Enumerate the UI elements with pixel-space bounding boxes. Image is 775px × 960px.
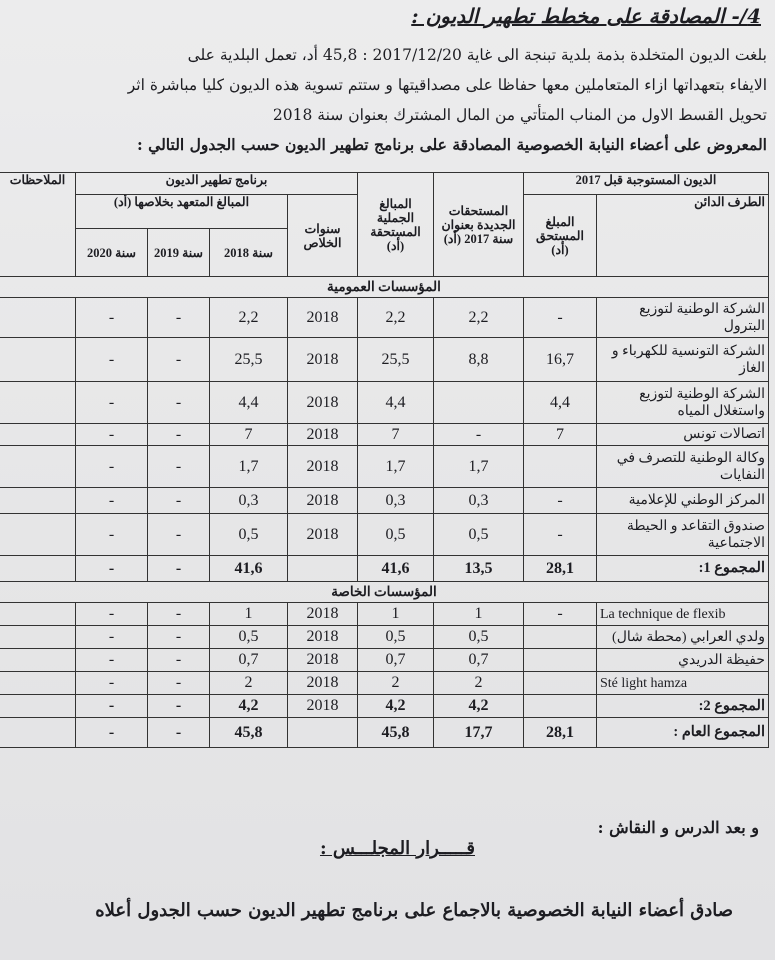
total-amount-cell: 2,2 <box>357 298 433 338</box>
remarks-cell <box>0 514 75 556</box>
new-dues-cell: 4,2 <box>433 695 523 718</box>
year-2020-cell: - <box>75 649 147 672</box>
year-2018-cell: 2 <box>209 672 287 695</box>
table-row <box>0 649 769 672</box>
total-amount-cell: 0,5 <box>357 514 433 556</box>
year-2020-cell: - <box>75 603 147 626</box>
creditor-cell: وكالة الوطنية للتصرف في النفايات <box>597 446 769 488</box>
table-row <box>0 446 769 488</box>
year-2018-cell: 25,5 <box>209 338 287 382</box>
year-2020-cell: - <box>75 424 147 446</box>
total-amount-cell: 2 <box>357 672 433 695</box>
amount-due-cell: 7 <box>523 424 596 446</box>
amount-due-cell: 16,7 <box>523 338 596 382</box>
year-2019-cell: - <box>147 718 209 748</box>
year-2018-cell: 45,8 <box>209 718 287 748</box>
year-2019-cell: - <box>147 626 209 649</box>
amount-due-cell <box>523 672 596 695</box>
header-new-dues: المستحقات الجديدة بعنوان سنة 2017 (أد) <box>433 173 523 277</box>
new-dues-cell: 1,7 <box>433 446 523 488</box>
payment-year-cell: 2018 <box>287 603 357 626</box>
creditor-cell: المركز الوطني للإعلامية <box>597 488 769 514</box>
amount-due-cell: 28,1 <box>523 718 596 748</box>
header-committed: المبالغ المتعهد بخلاصها (أد) <box>75 195 287 229</box>
header-payment-years: سنوات الخلاص <box>287 195 357 277</box>
remarks-cell <box>0 626 75 649</box>
paragraph-line: تحويل القسط الاول من المناب المتأتي من المال المشترك بعنوان سنة 2018 <box>272 106 767 124</box>
amount-due-cell <box>523 446 596 488</box>
year-2019-cell: - <box>147 695 209 718</box>
remarks-cell <box>0 382 75 424</box>
header-year-2019: سنة 2019 <box>147 229 209 277</box>
year-2019-cell: - <box>147 603 209 626</box>
total-amount-cell: 7 <box>357 424 433 446</box>
table-row <box>0 298 769 338</box>
year-2018-cell: 0,3 <box>209 488 287 514</box>
year-2018-cell: 41,6 <box>209 556 287 582</box>
new-dues-cell: 8,8 <box>433 338 523 382</box>
creditor-cell: اتصالات تونس <box>597 424 769 446</box>
council-decision-title: قـــــرار المجلـــس : <box>319 838 475 859</box>
creditor-cell: الشركة الوطنية لتوزيع واستغلال المياه <box>597 382 769 424</box>
header-remarks: الملاحظات <box>0 173 75 277</box>
year-2019-cell: - <box>147 672 209 695</box>
grand-total-label: المجموع العام : <box>597 718 769 748</box>
subtotal-row <box>0 695 769 718</box>
table-row <box>0 488 769 514</box>
header-debts-before: الديون المستوجبة قبل 2017 <box>523 173 768 195</box>
payment-year-cell: 2018 <box>287 446 357 488</box>
year-2018-cell: 2,2 <box>209 298 287 338</box>
total-amount-cell: 41,6 <box>357 556 433 582</box>
remarks-cell <box>0 672 75 695</box>
remarks-cell <box>0 695 75 718</box>
creditor-cell: الشركة الوطنية لتوزيع البترول <box>597 298 769 338</box>
year-2020-cell: - <box>75 718 147 748</box>
paragraph-line: الايفاء بتعهداتها ازاء المتعاملين معها حفاظا على مصداقيتها و ستتم تسوية هذه الديون كليا مباشرة اثر <box>127 76 767 94</box>
year-2019-cell: - <box>147 446 209 488</box>
new-dues-cell: 2,2 <box>433 298 523 338</box>
payment-year-cell: 2018 <box>287 695 357 718</box>
total-amount-cell: 0,7 <box>357 649 433 672</box>
year-2020-cell: - <box>75 382 147 424</box>
year-2020-cell: - <box>75 514 147 556</box>
table-row <box>0 603 769 626</box>
amount-due-cell <box>523 649 596 672</box>
header-year-2018: سنة 2018 <box>209 229 287 277</box>
year-2020-cell: - <box>75 672 147 695</box>
table-row <box>0 514 769 556</box>
new-dues-cell: 17,7 <box>433 718 523 748</box>
header-year-2020: سنة 2020 <box>75 229 147 277</box>
total-amount-cell: 1,7 <box>357 446 433 488</box>
year-2019-cell: - <box>147 298 209 338</box>
grand-total-row <box>0 718 769 748</box>
total-amount-cell: 45,8 <box>357 718 433 748</box>
new-dues-cell: 0,3 <box>433 488 523 514</box>
subtotal-row <box>0 556 769 582</box>
paragraph-line: المعروض على أعضاء النيابة الخصوصية المصادقة على برنامج تطهير الديون حسب الجدول التالي : <box>137 135 767 154</box>
year-2020-cell: - <box>75 338 147 382</box>
subtotal-label: المجموع 2: <box>597 695 769 718</box>
remarks-cell <box>0 298 75 338</box>
section-public-institutions: المؤسسات العمومية <box>0 277 769 298</box>
creditor-cell: الشركة التونسية للكهرباء و الغاز <box>597 338 769 382</box>
year-2019-cell: - <box>147 649 209 672</box>
table-row <box>0 382 769 424</box>
year-2018-cell: 0,7 <box>209 649 287 672</box>
creditor-cell: Sté light hamza <box>597 672 769 695</box>
year-2019-cell: - <box>147 338 209 382</box>
new-dues-cell: 0,7 <box>433 649 523 672</box>
total-amount-cell: 4,4 <box>357 382 433 424</box>
intro-paragraph <box>6 40 767 160</box>
payment-year-cell: 2018 <box>287 382 357 424</box>
after-discussion-text: و بعد الدرس و النقاش : <box>597 818 759 837</box>
year-2018-cell: 0,5 <box>209 514 287 556</box>
section-private-institutions: المؤسسات الخاصة <box>0 582 769 603</box>
payment-year-cell: 2018 <box>287 672 357 695</box>
total-amount-cell: 0,3 <box>357 488 433 514</box>
table-row <box>0 672 769 695</box>
amount-due-cell: 4,4 <box>523 382 596 424</box>
ratification-text: صادق أعضاء النيابة الخصوصية بالاجماع على برنامج تطهير الديون حسب الجدول أعلاه <box>95 900 733 921</box>
remarks-cell <box>0 718 75 748</box>
section-heading: 4/- المصادقة على مخطط تطهير الديون : <box>411 4 761 28</box>
year-2020-cell: - <box>75 488 147 514</box>
debt-program-table <box>0 172 769 748</box>
new-dues-cell: 1 <box>433 603 523 626</box>
new-dues-cell: 0,5 <box>433 626 523 649</box>
year-2018-cell: 7 <box>209 424 287 446</box>
remarks-cell <box>0 603 75 626</box>
year-2018-cell: 1 <box>209 603 287 626</box>
header-creditor: الطرف الدائن <box>597 195 769 277</box>
creditor-cell: La technique de flexib <box>597 603 769 626</box>
table-row <box>0 626 769 649</box>
year-2020-cell: - <box>75 695 147 718</box>
remarks-cell <box>0 424 75 446</box>
total-amount-cell: 1 <box>357 603 433 626</box>
table-row <box>0 338 769 382</box>
year-2018-cell: 4,2 <box>209 695 287 718</box>
payment-year-cell: 2018 <box>287 424 357 446</box>
creditor-cell: صندوق التقاعد و الحيطة الاجتماعية <box>597 514 769 556</box>
amount-due-cell: - <box>523 488 596 514</box>
year-2019-cell: - <box>147 514 209 556</box>
remarks-cell <box>0 649 75 672</box>
total-amount-cell: 25,5 <box>357 338 433 382</box>
paragraph-line: بلغت الديون المتخلدة بذمة بلدية تبنجة الى غاية 2017/12/20 : 45,8 أد، تعمل البلدية على <box>187 46 767 64</box>
year-2020-cell: - <box>75 446 147 488</box>
remarks-cell <box>0 338 75 382</box>
year-2020-cell: - <box>75 556 147 582</box>
remarks-cell <box>0 488 75 514</box>
year-2019-cell: - <box>147 424 209 446</box>
remarks-cell <box>0 556 75 582</box>
amount-due-cell <box>523 626 596 649</box>
header-total-amounts: المبالغ الجملية المستحقة (أد) <box>357 173 433 277</box>
total-amount-cell: 4,2 <box>357 695 433 718</box>
payment-year-cell: 2018 <box>287 626 357 649</box>
amount-due-cell: - <box>523 603 596 626</box>
creditor-cell: حفيظة الدريدي <box>597 649 769 672</box>
payment-year-cell <box>287 718 357 748</box>
new-dues-cell: 13,5 <box>433 556 523 582</box>
new-dues-cell: 0,5 <box>433 514 523 556</box>
creditor-cell: ولدي العرابي (محطة شال) <box>597 626 769 649</box>
header-program: برنامج تطهير الديون <box>75 173 357 195</box>
year-2018-cell: 1,7 <box>209 446 287 488</box>
amount-due-cell <box>523 695 596 718</box>
payment-year-cell: 2018 <box>287 649 357 672</box>
new-dues-cell: - <box>433 424 523 446</box>
payment-year-cell: 2018 <box>287 488 357 514</box>
new-dues-cell <box>433 382 523 424</box>
year-2019-cell: - <box>147 488 209 514</box>
payment-year-cell <box>287 556 357 582</box>
year-2018-cell: 4,4 <box>209 382 287 424</box>
remarks-cell <box>0 446 75 488</box>
year-2019-cell: - <box>147 556 209 582</box>
header-amount-due: المبلغ المستحق (أد) <box>523 195 596 277</box>
total-amount-cell: 0,5 <box>357 626 433 649</box>
new-dues-cell: 2 <box>433 672 523 695</box>
amount-due-cell: - <box>523 514 596 556</box>
payment-year-cell: 2018 <box>287 298 357 338</box>
year-2020-cell: - <box>75 298 147 338</box>
amount-due-cell: 28,1 <box>523 556 596 582</box>
payment-year-cell: 2018 <box>287 514 357 556</box>
table-row <box>0 424 769 446</box>
amount-due-cell: - <box>523 298 596 338</box>
subtotal-label: المجموع 1: <box>597 556 769 582</box>
year-2019-cell: - <box>147 382 209 424</box>
payment-year-cell: 2018 <box>287 338 357 382</box>
year-2020-cell: - <box>75 626 147 649</box>
year-2018-cell: 0,5 <box>209 626 287 649</box>
